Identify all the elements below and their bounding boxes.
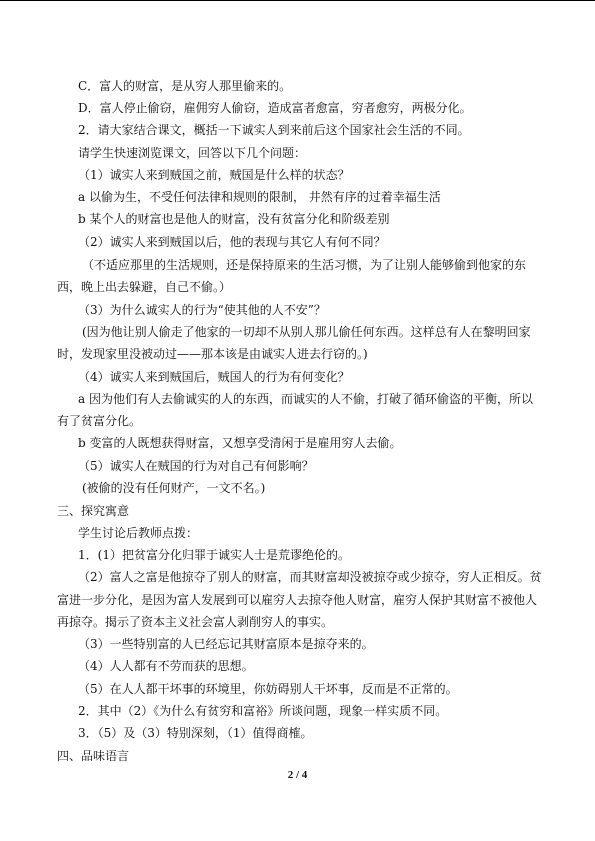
text-line-subquestion-4: （4）诚实人来到贼国后，贼国人的行为有何变化？	[78, 370, 350, 384]
text-line-answer-5: (被偷的没有任何财产，一文不名。)	[82, 481, 266, 495]
text-line-instruction: 请学生快速浏览课文，回答以下几个问题：	[78, 146, 307, 160]
text-line-subquestion-2: （2）诚实人来到贼国以后，他的表现与其它人有何不同？	[78, 235, 386, 249]
text-line-point-1-2-part2: 富进一步分化，是因为富人发展到可以雇穷人去掠夺他人财富，雇穷人保护其财富不被他人	[57, 593, 538, 607]
section-heading-3: 三、探究寓意	[57, 504, 130, 518]
text-line-answer-2-part2: 西，晚上出去躲避，自己不偷。）	[57, 280, 232, 294]
text-line-answer-1a: a 以偷为生，不受任何法律和规则的限制， 井然有序的过着幸福生活	[78, 190, 441, 204]
text-line-option-c: C．富人的财富，是从穷人那里偷来的。	[78, 79, 292, 93]
text-line-answer-3-part2: 时，发现家里没被动过——那本该是由诚实人进去行窃的。)	[57, 347, 368, 361]
text-line-question-2: 2．请大家结合课文，概括一下诚实人到来前后这个国家社会生活的不同。	[78, 123, 470, 137]
text-line-answer-1b: b 某个人的财富也是他人的财富，没有贫富分化和阶级差别	[78, 212, 390, 226]
text-line-answer-4a-part2: 有了贫富分化。	[57, 414, 142, 428]
section-heading-4: 四、品味语言	[57, 749, 130, 763]
text-line-answer-2-part1: （不适应那里的生活规则，还是保持原来的生活习惯，为了让别人能够偷到他家的东	[82, 258, 527, 272]
text-line-point-1-4: （4）人人都有不劳而获的思想。	[78, 659, 254, 673]
text-line-point-3: 3．（5）及（3）特别深刻，（1）值得商榷。	[78, 726, 313, 740]
text-line-point-1-5: （5）在人人都干坏事的环境里，你妨碍别人干坏事，反而是不正常的。	[78, 682, 458, 696]
text-line-option-d: D．富人停止偷窃，雇佣穷人偷窃，造成富者愈富，穷者愈穷，两极分化。	[78, 101, 472, 115]
text-line-answer-4a-part1: a 因为他们有人去偷诚实的人的东西，而诚实的人不偷，打破了循环偷盗的平衡，所以	[78, 392, 533, 406]
text-line-subquestion-5: （5）诚实人在贼国的行为对自己有何影响？	[78, 459, 314, 473]
page-number: 2 / 4	[287, 769, 308, 781]
text-line-answer-3-part1: (因为他让别人偷走了他家的一切却不从别人那儿偷任何东西。这样总有人在黎明回家	[82, 325, 531, 339]
text-line-subquestion-1: （1）诚实人来到贼国之前，贼国是什么样的状态？	[78, 168, 350, 182]
text-line-answer-4b: b 变富的人既想获得财富，又想享受清闲于是雇用穷人去偷。	[78, 436, 402, 450]
text-line-point-1-3: （3）一些特别富的人已经忘记其财富原本是掠夺来的。	[78, 637, 374, 651]
text-line-subquestion-3: （3）为什么诚实人的行为“使其他的人不安”？	[78, 303, 326, 317]
text-line-point-1-2-part1: （2）富人之富是他掠夺了别人的财富，而其财富却没被掠夺或少掠夺，穷人正相反。贫	[78, 570, 542, 584]
text-line-point-1-1: 1．(1）把贫富分化归罪于诚实人士是荒谬绝伦的。	[78, 548, 350, 562]
text-line-point-1-2-part3: 再掠夺。揭示了资本主义社会富人剥削穷人的事实。	[57, 615, 334, 629]
text-line-point-2: 2．其中（2）《为什么有贫穷和富裕》所谈问题，现象一样实质不同。	[78, 704, 448, 718]
text-line-discussion-intro: 学生讨论后教师点拨：	[78, 526, 199, 540]
